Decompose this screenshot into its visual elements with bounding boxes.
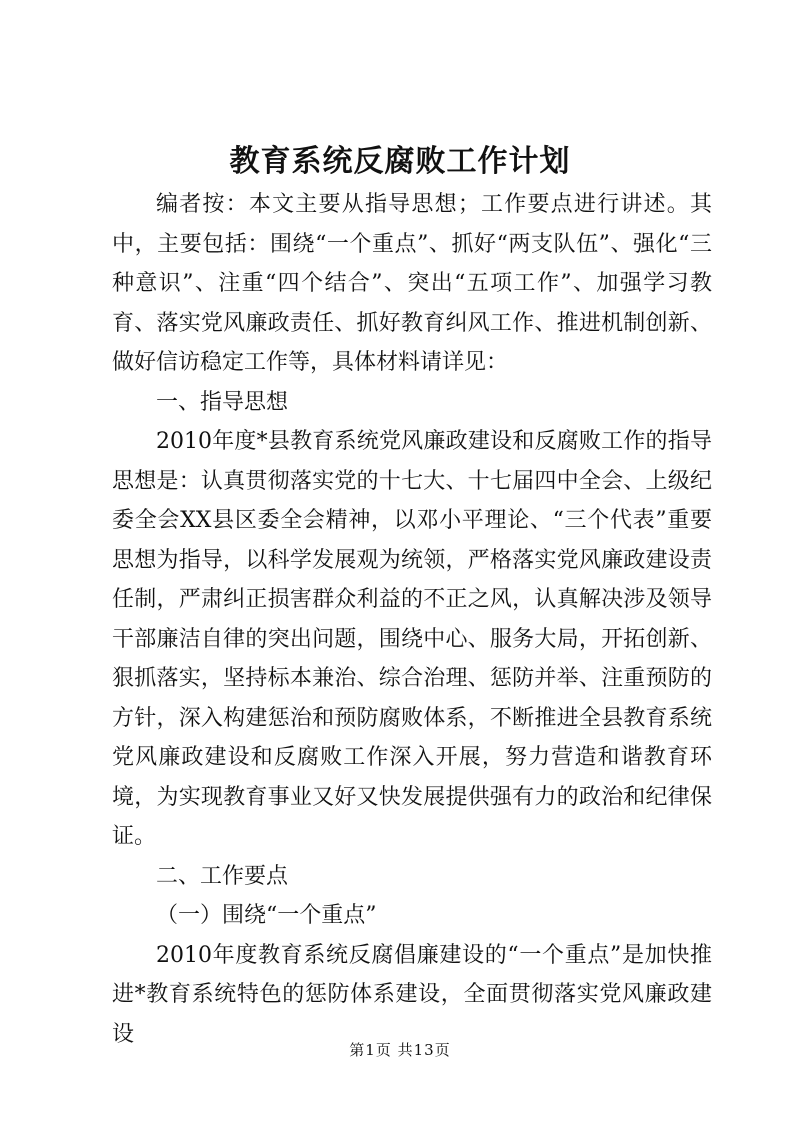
section-heading-guiding-ideology: 一、指导思想	[156, 389, 289, 415]
subsection-heading-one-focus: （一）围绕“一个重点”	[156, 903, 377, 928]
one-focus-paragraph: 2010年度教育系统反腐倡廉建设的“一个重点”是加快推进*教育系统特色的惩防体系建设，全面贯彻落实党风廉政建设	[112, 942, 712, 1047]
editor-note-paragraph: 编者按：本文主要从指导思想；工作要点进行讲述。其中，主要包括：围绕“一个重点”、抓好“两支队伍”、强化“三种意识”、注重“四个结合”、突出“五项工作”、加强学习教育、落实党风廉政责任、抓好教育纠风工作、推进机制创新、做好信访稳定工作等，具体材料请详见：	[112, 192, 712, 375]
document-body	[112, 185, 712, 1054]
page-footer: 第1页 共13页	[349, 1041, 451, 1059]
document-title: 教育系统反腐败工作计划	[229, 144, 571, 179]
section-heading-work-points: 二、工作要点	[156, 863, 289, 889]
guiding-ideology-paragraph: 2010年度*县教育系统党风廉政建设和反腐败工作的指导思想是：认真贯彻落实党的十七大、十七届四中全会、上级纪委全会XX县区委全会精神，以邓小平理论、“三个代表”重要思想为指导，以科学发展观为统领，严格落实党风廉政建设责任制，严肃纠正损害群众利益的不正之风，认真解决涉及领导干部廉洁自律的突出问题，围绕中心、服务大局，开拓创新、狠抓落实，坚持标本兼治、综合治理、惩防并举、注重预防的方针，深入构建惩治和预防腐败体系，不断推进全县教育系统党风廉政建设和反腐败工作深入开展，努力营造和谐教育环境，为实现教育事业又好又快发展提供强有力的政治和纪律保证。	[112, 429, 712, 849]
